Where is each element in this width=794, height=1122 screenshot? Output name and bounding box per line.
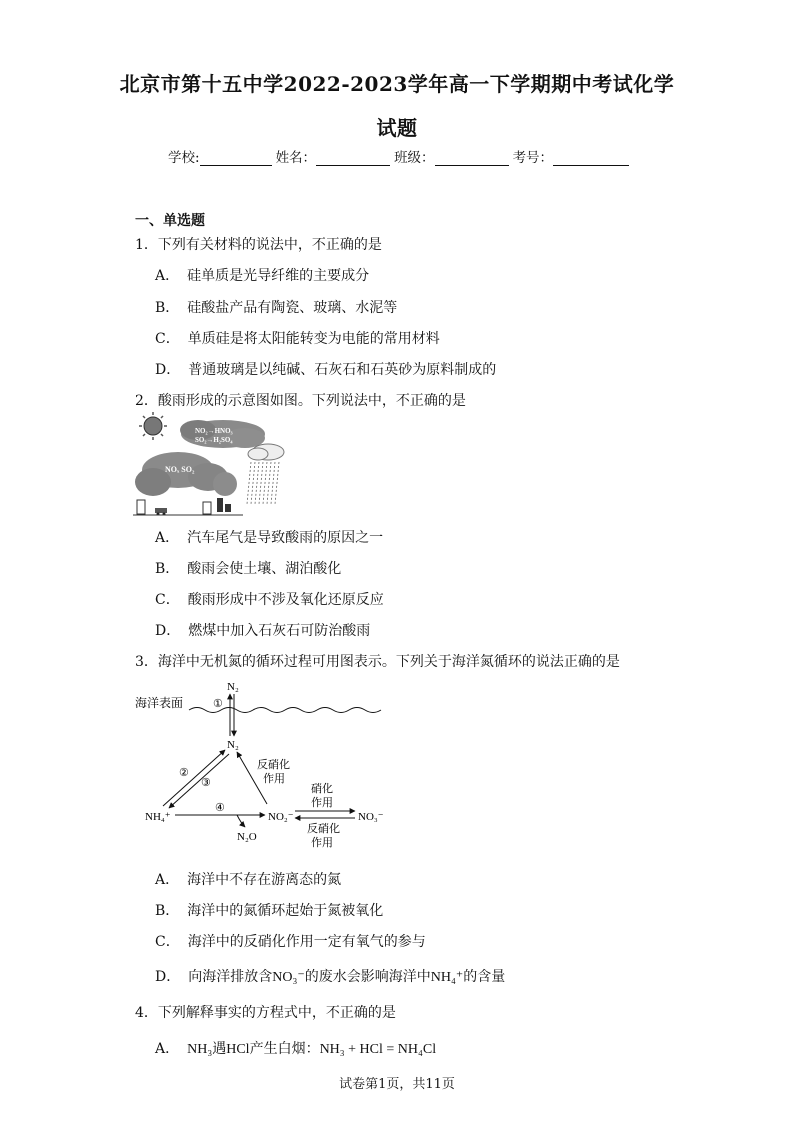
nitrification-label: 硝化 [311,783,333,795]
question-4-stem: 4．下列解释事实的方程式中，不正确的是 [135,1005,396,1021]
name-label: 姓名： [275,150,317,166]
arrow-to-n2o [237,815,245,827]
nh4-label: NH₄⁺ [145,811,171,823]
page-title-continued: 试题 [376,116,418,140]
upper-pollution-cloud [180,420,265,448]
acid-rain-diagram [133,412,293,520]
question-4-option-a: A． NH₃遇HCl产生白烟：NH₃ + HCl = NH₄Cl [155,1041,437,1057]
page-footer: 试卷第1页，共11页 [339,1077,455,1092]
denitrification-label-1: 反硝化 [257,759,290,771]
car-icon [155,508,167,516]
question-1-option-b: B． 硅酸盐产品有陶瓷、玻璃、水泥等 [155,300,398,316]
oxidation-label-no2: NO₂→HNO₃ [195,427,233,435]
question-2-option-b: B． 酸雨会使土壤、湖泊酸化 [155,561,342,577]
school-label: 学校: [168,150,200,166]
sea-surface-label: 海洋表面 [135,696,184,710]
denitrification-label-2b: 作用 [311,837,333,849]
section-heading: 一、单选题 [135,213,205,229]
denitrification-label-2: 反硝化 [307,823,340,835]
factory-icon [137,500,211,514]
arrow-nh4-to-n2 [163,750,225,806]
step-4-label: ④ [215,802,225,814]
nitrification-label-b: 作用 [311,797,333,809]
exam-number-blank [553,151,629,166]
no2-label: NO₂⁻ [268,811,294,823]
smokestack-icon [217,498,231,512]
rain-cloud [247,444,284,504]
question-3-option-c: C． 海洋中的反硝化作用一定有氧气的参与 [155,934,426,950]
question-3-option-a: A． 海洋中不存在游离态的氮 [155,872,342,888]
name-blank [316,151,390,166]
step-2-label: ② [179,767,189,779]
nitrogen-cycle-diagram [133,678,393,850]
question-1-stem: 1．下列有关材料的说法中，不正确的是 [135,237,382,253]
class-label: 班级： [394,150,435,166]
denitrification-label-1b: 作用 [263,773,285,785]
class-blank [435,151,509,166]
question-2-option-d: D． 燃煤中加入石灰石可防治酸雨 [155,623,371,639]
exam-number-label: 考号： [512,150,554,166]
rain-streaks [247,462,279,504]
sun-icon [139,412,167,440]
school-blank [200,151,272,166]
student-info-row [168,146,633,166]
question-1-option-d: D． 普通玻璃是以纯碱、石灰石和石英砂为原料制成的 [155,362,497,378]
n2-ocean-label: N₂ [227,739,239,751]
question-2-option-a: A． 汽车尾气是导致酸雨的原因之一 [155,530,384,546]
n2o-label: N₂O [237,831,257,843]
oxidation-label-so2: SO₂→H₂SO₄ [195,436,233,444]
question-1-option-a: A． 硅单质是光导纤维的主要成分 [155,268,370,284]
question-2-stem: 2．酸雨形成的示意图如图。下列说法中，不正确的是 [135,393,466,409]
page-title: 北京市第十五中学2022-2023学年高一下学期期中考试化学 [119,72,675,96]
step-1-label: ① [213,698,223,710]
n2-atmosphere-label: N₂ [227,681,239,693]
pollutant-label: NOₓ SO₂ [165,465,195,474]
question-3-stem: 3．海洋中无机氮的循环过程可用图表示。下列关于海洋氮循环的说法正确的是 [135,654,620,670]
question-2-option-c: C． 酸雨形成中不涉及氧化还原反应 [155,592,384,608]
arrow-n2-to-nh4 [169,754,229,808]
lower-pollution-cloud [135,452,237,496]
step-3-label: ③ [201,777,211,789]
question-3-option-b: B． 海洋中的氮循环起始于氮被氧化 [155,903,384,919]
no3-label: NO₃⁻ [358,811,384,823]
question-3-option-d: D． 向海洋排放含NO₃⁻的废水会影响海洋中NH₄⁺的含量 [155,969,506,985]
question-1-option-c: C． 单质硅是将太阳能转变为电能的常用材料 [155,331,440,347]
